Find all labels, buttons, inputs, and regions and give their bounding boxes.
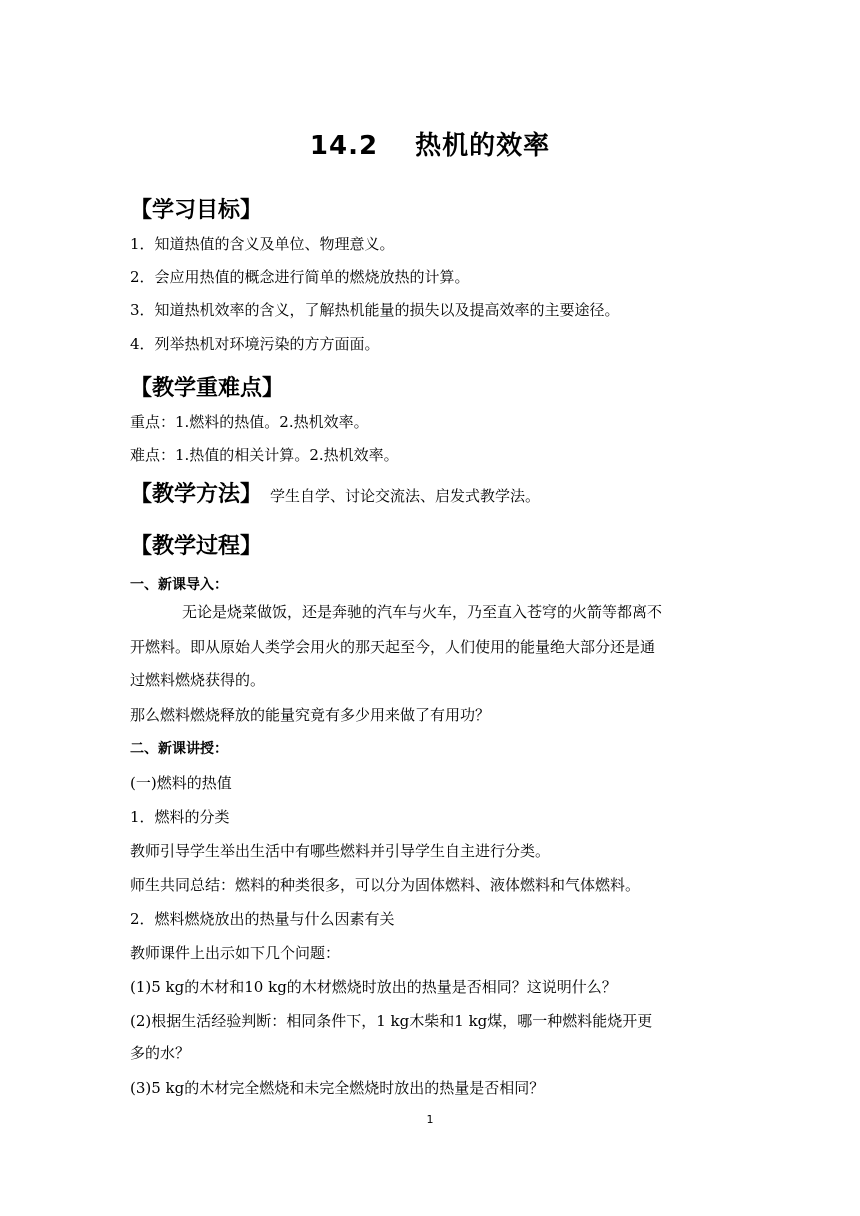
objective-item: 4．列举热机对环境污染的方方面面。 <box>130 335 380 353</box>
methods-heading: 【教学方法】 <box>130 482 263 507</box>
teach-line: (一)燃料的热值 <box>130 774 232 792</box>
intro-line: 过燃料燃烧获得的。 <box>130 671 266 689</box>
key-points-heading: 【教学重难点】 <box>130 376 285 401</box>
process-heading: 【教学过程】 <box>130 534 263 559</box>
intro-heading: 一、新课导入： <box>130 577 228 593</box>
teach-line: 教师引导学生举出生活中有哪些燃料并引导学生自主进行分类。 <box>130 842 551 860</box>
page-title: 14.2 热机的效率 <box>309 131 551 161</box>
objective-item: 2．会应用热值的概念进行简单的燃烧放热的计算。 <box>130 268 470 286</box>
teach-line: 多的水？ <box>130 1044 191 1062</box>
teach-line: (1)5 kg的木材和10 kg的木材燃烧时放出的热量是否相同？这说明什么？ <box>130 978 617 996</box>
intro-line: 开燃料。即从原始人类学会用火的那天起至今，人们使用的能量绝大部分还是通 <box>130 638 656 656</box>
teach-line: 师生共同总结：燃料的种类很多，可以分为固体燃料、液体燃料和气体燃料。 <box>130 876 641 894</box>
objective-item: 3．知道热机效率的含义，了解热机能量的损失以及提高效率的主要途径。 <box>130 301 620 319</box>
teach-line: 1．燃料的分类 <box>130 808 230 826</box>
methods-row <box>130 480 740 511</box>
teach-line: 教师课件上出示如下几个问题： <box>130 944 341 962</box>
page-number: 1 <box>426 1113 434 1126</box>
key-point-difficulty: 难点：1.热值的相关计算。2.热机效率。 <box>130 446 399 464</box>
key-point-focus: 重点：1.燃料的热值。2.热机效率。 <box>130 413 369 431</box>
objectives-heading: 【学习目标】 <box>130 198 263 223</box>
teach-line: 2．燃料燃烧放出的热量与什么因素有关 <box>130 910 395 928</box>
teach-line: (2)根据生活经验判断：相同条件下，1 kg木柴和1 kg煤，哪一种燃料能烧开更 <box>130 1012 653 1030</box>
objective-item: 1．知道热值的含义及单位、物理意义。 <box>130 235 395 253</box>
teach-heading: 二、新课讲授： <box>130 741 228 757</box>
intro-line: 那么燃料燃烧释放的能量究竟有多少用来做了有用功？ <box>130 706 491 724</box>
intro-line: 无论是烧菜做饭，还是奔驰的汽车与火车，乃至直入苍穹的火箭等都离不 <box>182 603 663 621</box>
methods-text: 学生自学、讨论交流法、启发式教学法。 <box>270 487 541 505</box>
teach-line: (3)5 kg的木材完全燃烧和未完全燃烧时放出的热量是否相同？ <box>130 1079 545 1097</box>
